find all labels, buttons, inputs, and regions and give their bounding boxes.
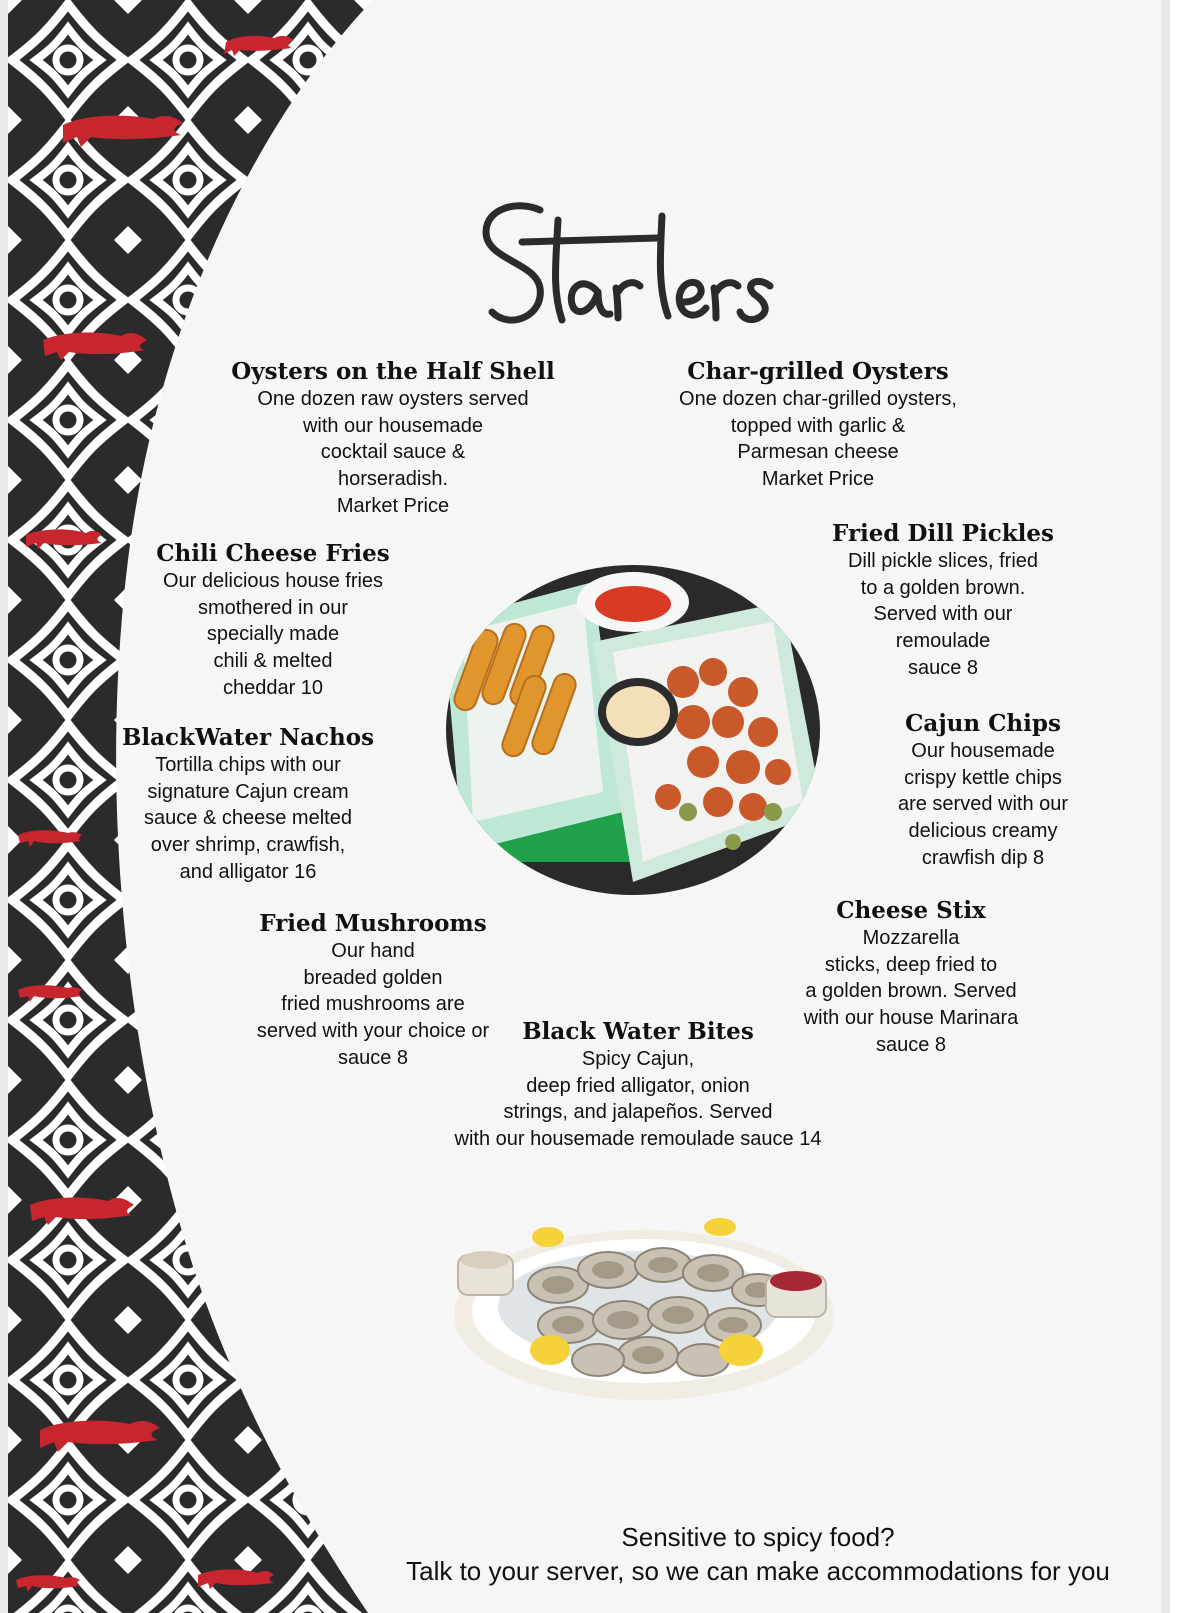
item-description: Mozzarella sticks, deep fried to a golden brown. Served with our house Marinara sauce 8 [803,927,1019,1056]
page-title [478,180,788,350]
item-name: Cheese Stix [836,897,986,924]
item-description: Our housemade crispy kettle chips are served with our delicious creamy crawfish dip 8 [897,740,1069,869]
menu-item-blackwater-nachos [113,724,383,886]
item-description: Tortilla chips with our signature Cajun cream sauce & cheese melted over shrimp, crawfish, and alligator 16 [144,754,352,883]
menu-item-char-grilled-oysters [648,358,988,493]
item-description: Our hand breaded golden fried mushrooms are served with your choice or sauce 8 [256,940,490,1069]
item-name: Black Water Bites [522,1018,754,1045]
item-name: Char-grilled Oysters [687,358,949,385]
item-description: Spicy Cajun, deep fried alligator, onion strings, and jalapeños. Served with our housemade remoulade sauce 14 [454,1048,822,1151]
menu-item-black-water-bites [408,1018,868,1153]
item-name: Fried Mushrooms [259,910,487,937]
appetizer-platter-photo [443,562,823,897]
item-description: Our delicious house fries smothered in our specially made chili & melted cheddar 10 [162,570,384,699]
item-name: Fried Dill Pickles [832,520,1054,547]
menu-item-fried-dill-pickles [808,520,1078,682]
item-description: Dill pickle slices, fried to a golden brown. Served with our remoulade sauce 8 [847,550,1039,679]
item-name: Oysters on the Half Shell [231,358,555,385]
item-name: Chili Cheese Fries [156,540,390,567]
menu-item-chili-cheese-fries [128,540,418,702]
oyster-platter-photo [448,1215,848,1410]
page-edge [1161,0,1170,1613]
menu-item-oysters-half-shell [228,358,558,520]
notice-line-1: Sensitive to spicy food? [621,1522,895,1552]
menu-page [8,0,1170,1613]
menu-item-cajun-chips [848,710,1118,872]
notice-line-2: Talk to your server, so we can make accommodations for you [406,1556,1110,1586]
page-edge [0,0,8,1613]
item-description: One dozen raw oysters served with our housemade cocktail sauce & horseradish. Market Price [257,388,529,517]
item-name: Cajun Chips [905,710,1061,737]
spicy-food-notice [388,1520,1128,1588]
item-description: One dozen char-grilled oysters, topped with garlic & Parmesan cheese Market Price [679,388,957,491]
item-name: BlackWater Nachos [121,724,375,751]
